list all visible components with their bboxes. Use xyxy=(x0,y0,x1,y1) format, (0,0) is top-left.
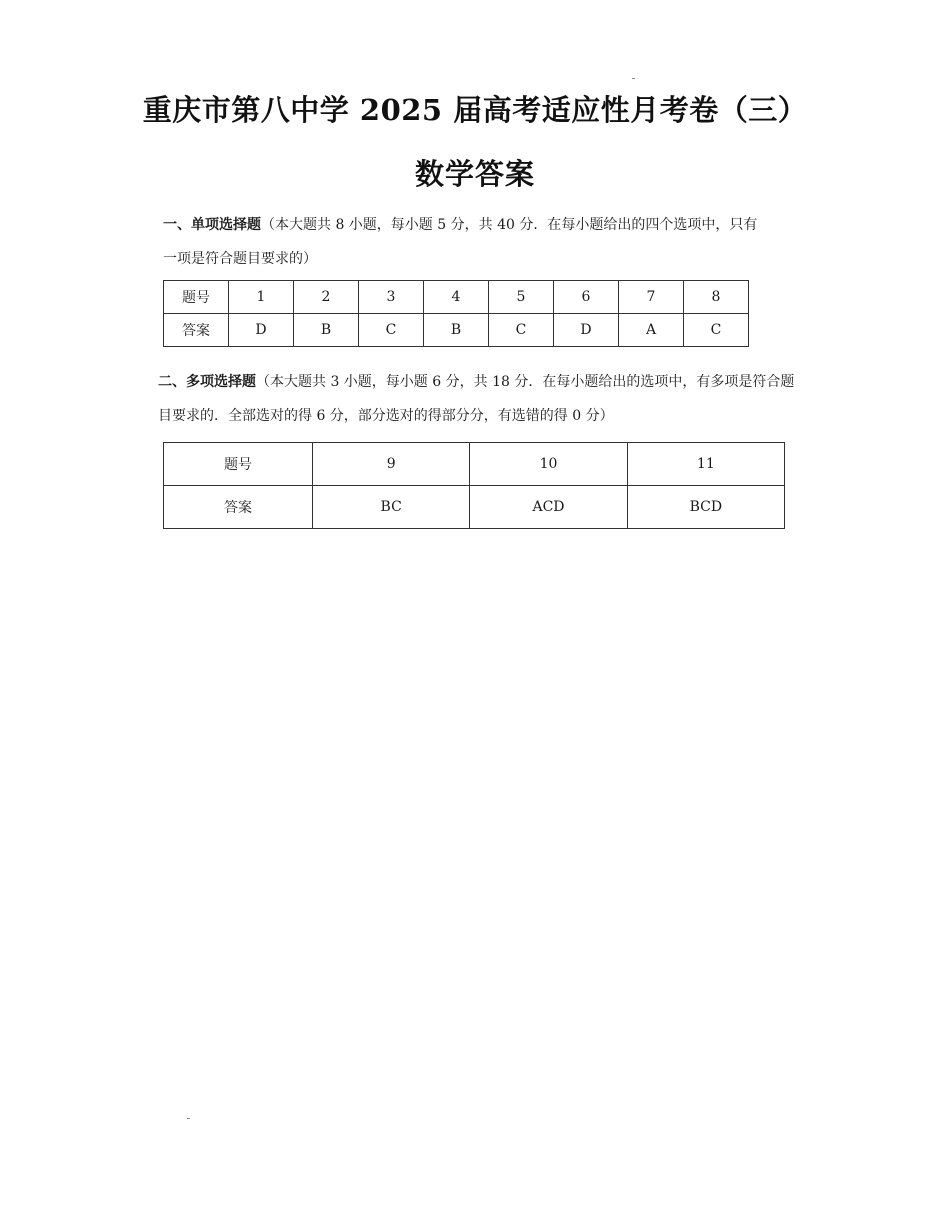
question-number-cell: 3 xyxy=(359,281,424,314)
section-1-description: （本大题共 8 小题，每小题 5 分，共 40 分．在每小题给出的四个选项中，只有一项是符合题目要求的） xyxy=(163,217,758,267)
answer-cell: BC xyxy=(313,486,470,529)
answer-label: 答案 xyxy=(164,314,229,347)
question-number-cell: 4 xyxy=(424,281,489,314)
answer-cell: C xyxy=(359,314,424,347)
question-number-label: 题号 xyxy=(164,443,313,486)
question-number-cell: 11 xyxy=(627,443,784,486)
section-2-heading: 二、多项选择题 xyxy=(158,374,256,390)
answer-cell: ACD xyxy=(470,486,627,529)
scan-mark-bottom xyxy=(187,1118,190,1119)
answer-cell: B xyxy=(294,314,359,347)
table-row xyxy=(164,443,785,486)
table-row xyxy=(164,314,749,347)
section-2-description: （本大题共 3 小题，每小题 6 分，共 18 分．在每小题给出的选项中，有多项是符合题目要求的．全部选对的得 6 分，部分选对的得部分分，有选错的得 0 分） xyxy=(158,374,795,424)
table-row xyxy=(164,281,749,314)
page-subtitle: 数学答案 xyxy=(414,157,535,191)
question-number-cell: 1 xyxy=(229,281,294,314)
scan-mark-top xyxy=(632,78,635,79)
question-number-cell: 8 xyxy=(684,281,749,314)
answer-label: 答案 xyxy=(164,486,313,529)
answer-cell: B xyxy=(424,314,489,347)
question-number-cell: 2 xyxy=(294,281,359,314)
section-1-intro xyxy=(163,208,763,276)
answer-cell: A xyxy=(619,314,684,347)
answer-cell: D xyxy=(229,314,294,347)
single-choice-answer-table xyxy=(163,280,749,347)
answer-cell: D xyxy=(554,314,619,347)
question-number-cell: 5 xyxy=(489,281,554,314)
question-number-cell: 6 xyxy=(554,281,619,314)
table-row xyxy=(164,486,785,529)
answer-cell: BCD xyxy=(627,486,784,529)
multiple-choice-answer-table xyxy=(163,442,785,529)
question-number-label: 题号 xyxy=(164,281,229,314)
section-1-heading: 一、单项选择题 xyxy=(163,217,261,233)
question-number-cell: 10 xyxy=(470,443,627,486)
page-title: 重庆市第八中学 2025 届高考适应性月考卷（三） xyxy=(142,93,808,127)
question-number-cell: 9 xyxy=(313,443,470,486)
answer-cell: C xyxy=(489,314,554,347)
section-2-intro xyxy=(158,365,798,433)
answer-cell: C xyxy=(684,314,749,347)
question-number-cell: 7 xyxy=(619,281,684,314)
